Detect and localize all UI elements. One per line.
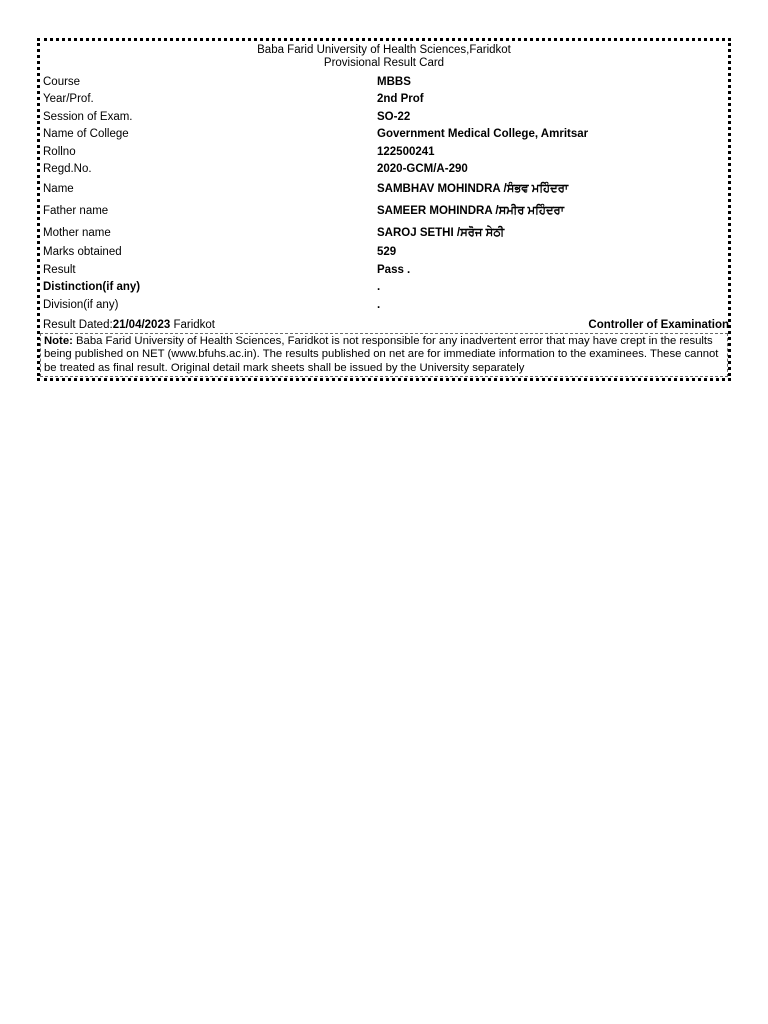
result-label: Result — [43, 263, 76, 276]
distinction-label: Distinction(if any) — [43, 281, 141, 294]
row-name — [43, 178, 729, 200]
regd-no-label: Regd.No. — [43, 162, 92, 175]
row-regd-no — [43, 161, 729, 178]
row-marks — [43, 244, 729, 261]
session-label: Session of Exam. — [43, 110, 133, 123]
result-date: 21/04/2023 — [112, 319, 171, 331]
regd-no-value: 2020-GCM/A-290 — [377, 162, 468, 175]
name-label: Name — [43, 183, 74, 196]
row-college — [43, 126, 729, 143]
mother-name-value: SAROJ SETHI /ਸਰੋਜ ਸੇਠੀ — [377, 227, 505, 240]
row-mother-name — [43, 222, 729, 244]
card-title: Provisional Result Card — [323, 57, 445, 69]
note-label: Note: — [44, 335, 73, 347]
result-place: Faridkot — [173, 319, 215, 331]
father-name-value: SAMEER MOHINDRA /ਸਮੀਰ ਮਹਿੰਦਰਾ — [377, 205, 564, 218]
marks-label: Marks obtained — [43, 246, 122, 259]
mother-name-label: Mother name — [43, 227, 111, 240]
division-value: . — [377, 298, 381, 311]
name-value: SAMBHAV MOHINDRA /ਸੰਭਵ ਮਹਿੰਦਰਾ — [377, 183, 569, 196]
result-details — [43, 74, 729, 314]
row-division — [43, 297, 729, 314]
division-label: Division(if any) — [43, 298, 119, 311]
row-rollno — [43, 144, 729, 161]
row-year-prof — [43, 91, 729, 108]
distinction-value: . — [377, 281, 381, 294]
year-prof-value: 2nd Prof — [377, 93, 424, 106]
rollno-label: Rollno — [43, 145, 76, 158]
session-value: SO-22 — [377, 110, 411, 123]
result-dated-label: Result Dated: — [43, 319, 113, 331]
college-label: Name of College — [43, 128, 129, 141]
card-header — [40, 41, 728, 70]
course-value: MBBS — [377, 76, 411, 88]
marks-value: 529 — [377, 246, 397, 259]
disclaimer-note — [40, 333, 728, 377]
university-name: Baba Farid University of Health Sciences,Faridkot — [257, 44, 511, 56]
college-value: Government Medical College, Amritsar — [377, 128, 589, 141]
controller-signatory: Controller of Examination — [588, 319, 729, 331]
result-card — [37, 38, 731, 381]
row-course — [43, 74, 729, 91]
row-distinction — [43, 279, 729, 296]
row-result — [43, 262, 729, 279]
year-prof-label: Year/Prof. — [43, 93, 94, 106]
row-father-name — [43, 200, 729, 222]
result-value: Pass . — [377, 263, 411, 276]
result-footer — [43, 317, 729, 333]
row-session — [43, 109, 729, 126]
father-name-label: Father name — [43, 205, 109, 218]
rollno-value: 122500241 — [377, 145, 435, 158]
note-text: Baba Farid University of Health Sciences, Faridkot is not responsible for any inadvertent error that may have crept in the results being published on NET (www.bfuhs.ac.in). The results published on net are for immediate information to the examinees. These cannot be treated as final result. Original detail mark sheets shall be issued by the University separately — [44, 335, 719, 374]
course-label: Course — [43, 76, 81, 88]
